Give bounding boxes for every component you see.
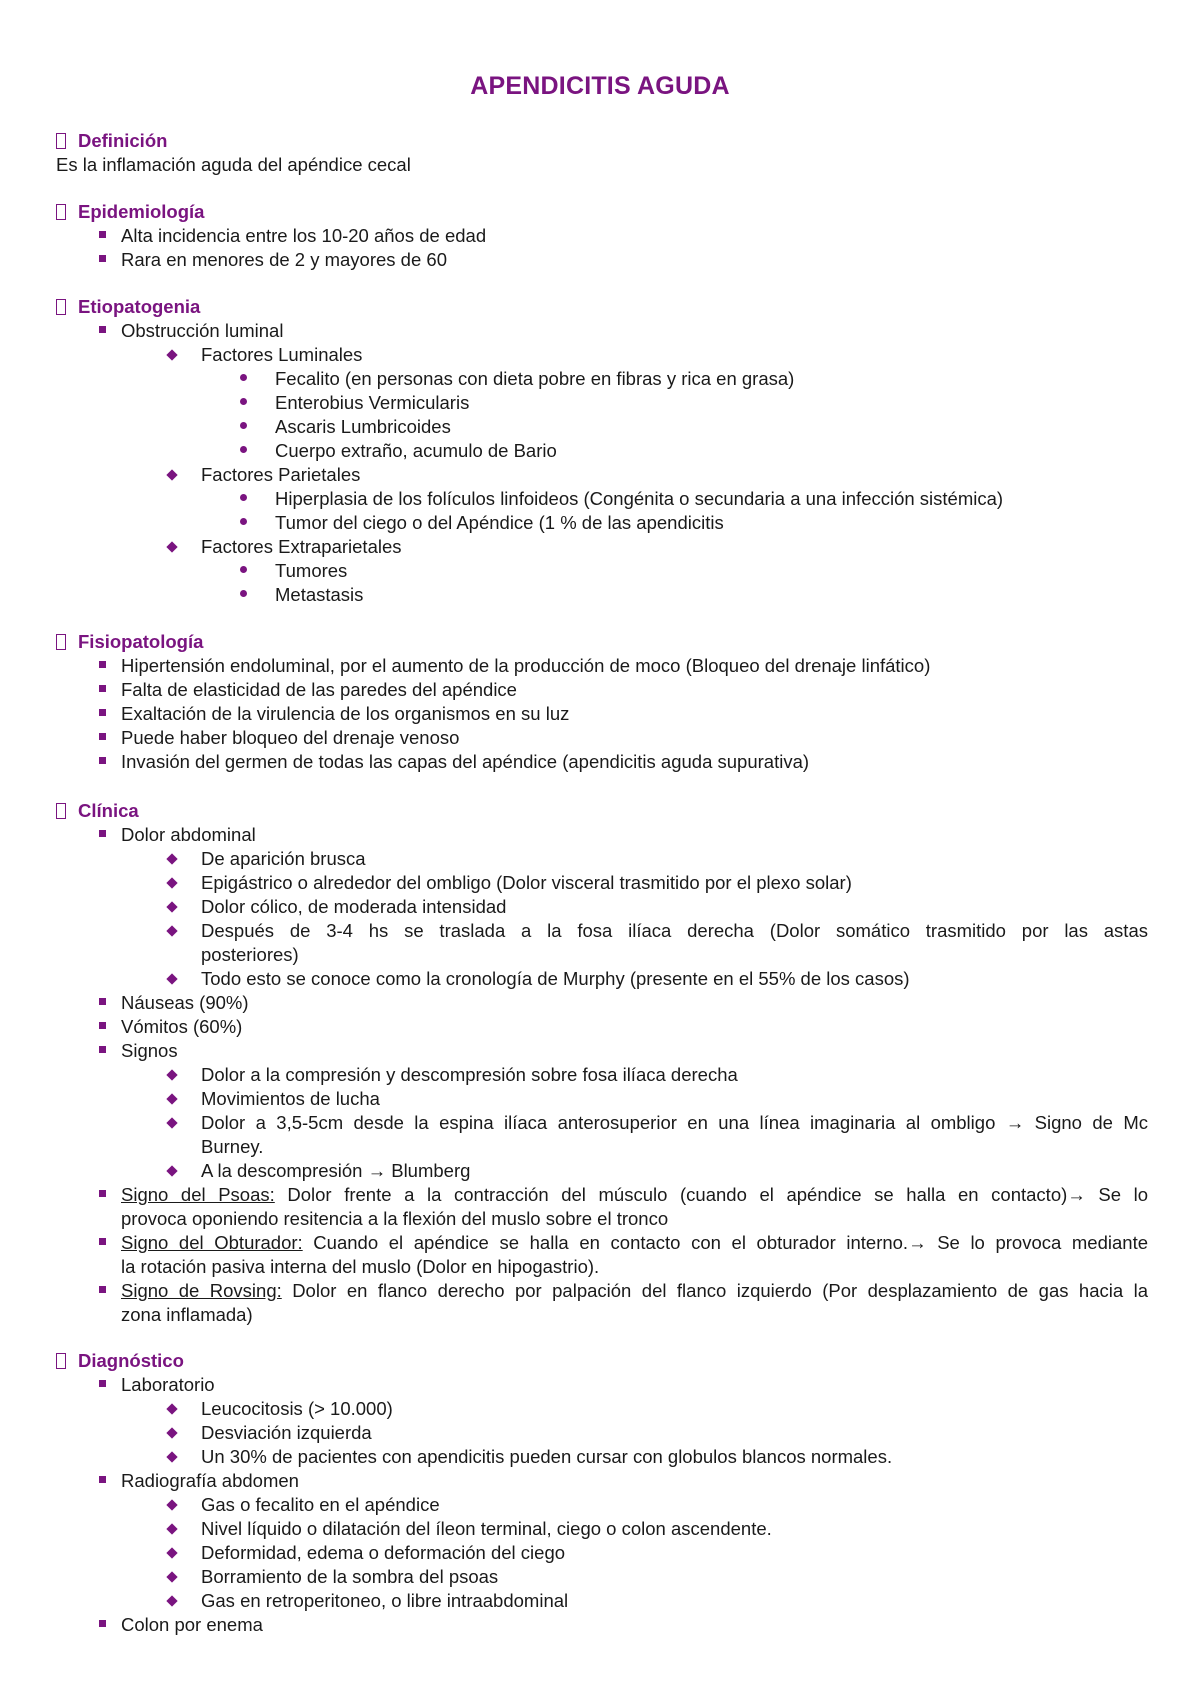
list-item: Después de 3-4 hs se traslada a la fosa ilíaca derecha (Dolor somático trasmitido por las astas [201,920,1148,941]
list-item: Vómitos (60%) [121,1016,243,1037]
square-bullet-icon [99,685,106,692]
square-bullet-icon [99,326,106,333]
list-item: Invasión del germen de todas las capas del apéndice (apendicitis aguda supurativa) [121,751,810,772]
list-item: Ascaris Lumbricoides [275,416,451,437]
list-item: Movimientos de lucha [201,1088,380,1109]
list-item-rovsing [121,1279,1148,1303]
heading-marker-icon [56,634,66,650]
list-item: Epigástrico o alrededor del ombligo (Dolor visceral trasmitido por el plexo solar) [201,872,852,893]
list-item: Hiperplasia de los folículos linfoideos (Congénita o secundaria a una infección sistémica) [275,488,1004,509]
list-item: Deformidad, edema o deformación del ciego [201,1542,566,1563]
list-item: Alta incidencia entre los 10-20 años de edad [121,225,487,246]
square-bullet-icon [99,661,106,668]
document-title: APENDICITIS AGUDA [470,72,730,100]
dot-bullet-icon [240,518,247,525]
dot-bullet-icon [240,494,247,501]
square-bullet-icon [99,255,106,262]
psoas-label: Signo del Psoas: [121,1184,275,1205]
list-item: Rara en menores de 2 y mayores de 60 [121,249,447,270]
list-item: Laboratorio [121,1374,215,1395]
list-item: Dolor a la compresión y descompresión sobre fosa ilíaca derecha [201,1064,738,1085]
square-bullet-icon [99,1238,106,1245]
diamond-bullet-icon [166,1595,177,1606]
heading-definicion: Definición [78,130,168,151]
list-item-continuation: la rotación pasiva interna del muslo (Dolor en hipogastrio). [121,1256,600,1277]
heading-clinica: Clínica [78,800,139,821]
diamond-bullet-icon [166,973,177,984]
list-item: Fecalito (en personas con dieta pobre en fibras y rica en grasa) [275,368,795,389]
list-item: Dolor cólico, de moderada intensidad [201,896,507,917]
list-item: Nivel líquido o dilatación del íleon terminal, ciego o colon ascendente. [201,1518,772,1539]
psoas-text: Dolor frente a la contracción del músculo (cuando el apéndice se halla en contacto)→ Se lo [274,1184,1149,1205]
square-bullet-icon [99,733,106,740]
list-item: Metastasis [275,584,364,605]
diamond-bullet-icon [166,1165,177,1176]
heading-marker-icon [56,1353,66,1369]
list-item-psoas [121,1183,1148,1207]
diamond-bullet-icon [166,925,177,936]
list-item: Tumores [275,560,348,581]
dot-bullet-icon [240,446,247,453]
diamond-bullet-icon [166,1069,177,1080]
diamond-bullet-icon [166,1451,177,1462]
square-bullet-icon [99,998,106,1005]
list-item: Gas o fecalito en el apéndice [201,1494,440,1515]
list-item: Colon por enema [121,1614,263,1635]
heading-marker-icon [56,204,66,220]
diamond-bullet-icon [166,541,177,552]
diamond-bullet-icon [166,901,177,912]
list-item: Radiografía abdomen [121,1470,299,1491]
list-item: Dolor a 3,5-5cm desde la espina ilíaca anterosuperior en una línea imaginaria al ombligo → Signo de Mc [201,1112,1148,1133]
diamond-bullet-icon [166,469,177,480]
list-item: Enterobius Vermicularis [275,392,470,413]
list-item-obturador [121,1231,1148,1255]
diamond-bullet-icon [166,1499,177,1510]
list-item: Signos [121,1040,178,1061]
square-bullet-icon [99,1380,106,1387]
list-item: De aparición brusca [201,848,366,869]
dot-bullet-icon [240,590,247,597]
diamond-bullet-icon [166,1403,177,1414]
list-item: Puede haber bloqueo del drenaje venoso [121,727,460,748]
diamond-bullet-icon [166,1547,177,1558]
list-item: Leucocitosis (> 10.000) [201,1398,393,1419]
list-item: Un 30% de pacientes con apendicitis pueden cursar con globulos blancos normales. [201,1446,893,1467]
square-bullet-icon [99,1620,106,1627]
diamond-bullet-icon [166,877,177,888]
heading-etiopatogenia: Etiopatogenia [78,296,201,317]
list-item: Náuseas (90%) [121,992,249,1013]
heading-diagnostico: Diagnóstico [78,1350,184,1371]
obturador-text: Cuando el apéndice se halla en contacto con el obturador interno.→ Se lo provoca mediante [302,1232,1149,1253]
list-item: Exaltación de la virulencia de los organismos en su luz [121,703,570,724]
list-item: Obstrucción luminal [121,320,284,341]
dot-bullet-icon [240,374,247,381]
list-item: Cuerpo extraño, acumulo de Bario [275,440,557,461]
square-bullet-icon [99,757,106,764]
square-bullet-icon [99,1022,106,1029]
list-item-continuation: zona inflamada) [121,1304,253,1325]
square-bullet-icon [99,1476,106,1483]
square-bullet-icon [99,1286,106,1293]
diamond-bullet-icon [166,853,177,864]
square-bullet-icon [99,1190,106,1197]
list-item: Tumor del ciego o del Apéndice (1 % de las apendicitis [275,512,724,533]
list-item: Factores Luminales [201,344,363,365]
obturador-label: Signo del Obturador: [121,1232,303,1253]
definicion-text: Es la inflamación aguda del apéndice cecal [56,154,411,175]
list-item: Dolor abdominal [121,824,256,845]
list-item: Borramiento de la sombra del psoas [201,1566,499,1587]
heading-fisiopatologia: Fisiopatología [78,631,204,652]
heading-epidemiologia: Epidemiología [78,201,205,222]
list-item: Desviación izquierda [201,1422,372,1443]
heading-marker-icon [56,299,66,315]
dot-bullet-icon [240,422,247,429]
list-item: Gas en retroperitoneo, o libre intraabdominal [201,1590,569,1611]
rovsing-label: Signo de Rovsing: [121,1280,282,1301]
list-item: Hipertensión endoluminal, por el aumento de la producción de moco (Bloqueo del drenaje linfático) [121,655,931,676]
dot-bullet-icon [240,566,247,573]
list-item: A la descompresión → Blumberg [201,1160,471,1181]
heading-marker-icon [56,803,66,819]
square-bullet-icon [99,830,106,837]
list-item: Factores Parietales [201,464,361,485]
heading-marker-icon [56,133,66,149]
list-item: Todo esto se conoce como la cronología de Murphy (presente en el 55% de los casos) [201,968,910,989]
square-bullet-icon [99,709,106,716]
diamond-bullet-icon [166,1427,177,1438]
list-item-continuation: provoca oponiendo resitencia a la flexión del muslo sobre el tronco [121,1208,669,1229]
list-item-continuation: Burney. [201,1136,264,1157]
square-bullet-icon [99,231,106,238]
diamond-bullet-icon [166,1571,177,1582]
diamond-bullet-icon [166,349,177,360]
diamond-bullet-icon [166,1523,177,1534]
diamond-bullet-icon [166,1117,177,1128]
list-item: Factores Extraparietales [201,536,402,557]
dot-bullet-icon [240,398,247,405]
list-item: Falta de elasticidad de las paredes del apéndice [121,679,517,700]
rovsing-text: Dolor en flanco derecho por palpación del flanco izquierdo (Por desplazamiento de gas hacia la [281,1280,1148,1301]
list-item-continuation: posteriores) [201,944,299,965]
square-bullet-icon [99,1046,106,1053]
diamond-bullet-icon [166,1093,177,1104]
